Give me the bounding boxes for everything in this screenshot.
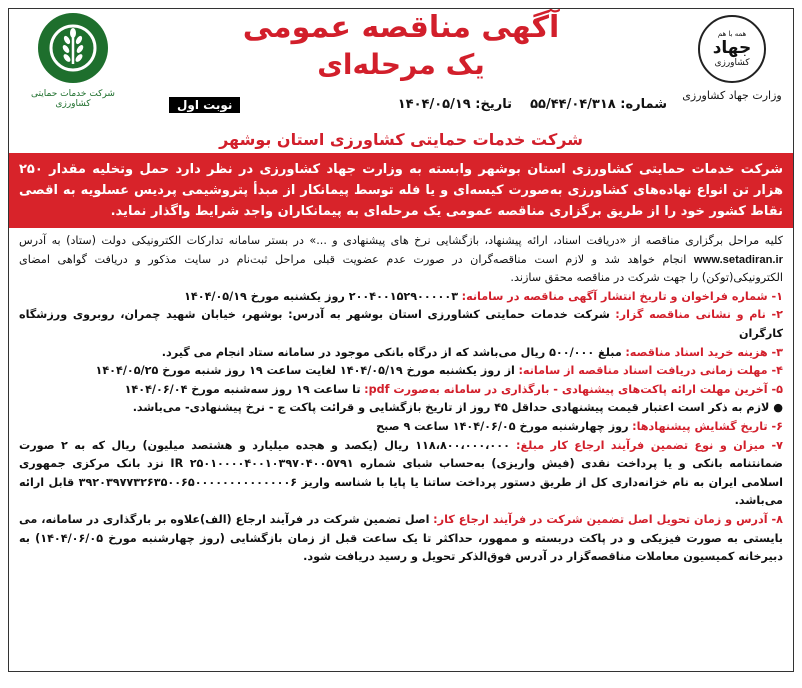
intro-part1: کلیه مراحل برگزاری مناقصه از «دریافت اسناد، ارائه پیشنهاد، بازگشایی نرخ های پیشنهادی و ...» در بستر سامانه تدارکات الکترونیکی دولت (ستاد) به آدرس <box>19 234 783 247</box>
ministry-logo-block <box>677 15 787 102</box>
intro-part2: انجام خواهد شد و لازم است مناقصه‌گران در صورت عدم عضویت قبلی مراحل ثبت‌نام در سایت مذکور و دریافت گواهی امضای الکترونیکی(توکن) را جهت شرکت در مناقصه محقق سازند. <box>19 252 783 285</box>
item-8-label: ۸- آدرس و زمان تحویل اصل تضمین شرکت در فرآیند ارجاع کار: <box>433 512 783 526</box>
summary-box: شرکت خدمات حمایتی کشاورزی استان بوشهر وابسته به وزارت جهاد کشاورزی در نظر دارد حمل وتخلیه مقدار ۲۵۰ هزار تن انواع نهاده‌های کشاورزی به‌صورت کیسه‌ای و یا فله توسط پیمانکار از مبدأ پتروشیمی پردیس عسلویه به اقصی نقاط کشور خود را از طریق برگزاری مناقصه عمومی یک مرحله‌ای به پیمانکاران واجد شرایط واگذار نماید. <box>9 153 793 228</box>
ministry-caption: وزارت جهاد کشاورزی <box>682 89 782 102</box>
item-2-text: شرکت خدمات حمایتی کشاورزی استان بوشهر به آدرس: بوشهر، خیابان شهید چمران، روبروی ورزشگاه کارگران <box>19 308 783 340</box>
tender-notice <box>8 8 794 672</box>
round-badge: نوبت اول <box>169 97 240 113</box>
notice-subtitle: یک مرحله‌ای <box>317 48 485 81</box>
item-5-label: ۵- آخرین مهلت ارائه پاکت‌های پیشنهادی - بارگذاری در سامانه به‌صورت pdf: <box>364 382 783 396</box>
item-3-label: ۳- هزینه خرید اسناد مناقصه: <box>625 345 783 359</box>
notice-body <box>9 228 793 567</box>
item-5-text: تا ساعت ۱۹ روز سه‌شنبه مورخ ۱۴۰۴/۰۶/۰۴ <box>124 382 361 396</box>
tender-number: شماره: ۵۵/۴۴/۰۴/۳۱۸ <box>530 97 667 112</box>
ministry-logo-top: همه با هم <box>717 30 747 38</box>
item-2 <box>19 306 783 343</box>
company-title: شرکت خدمات حمایتی کشاورزی استان بوشهر <box>219 130 583 149</box>
company-logo <box>38 13 108 83</box>
title-block <box>159 9 643 83</box>
item-2-label: ۲- نام و نشانی مناقصه گزار: <box>615 308 783 322</box>
validity-note: ● لازم به ذکر است اعتبار قیمت پیشنهادی حداقل ۴۵ روز از تاریخ بازگشایی و قرائت پاکت ج - نرخ پیشنهادی- می‌باشد. <box>132 401 783 415</box>
company-logo-caption: شرکت خدمات حمایتی کشاورزی <box>31 89 115 109</box>
notice-header <box>9 9 793 127</box>
item-7-label: ۷- میزان و نوع تضمین فرآیند ارجاع کار مبلغ: <box>516 438 784 452</box>
ministry-logo-main: جهاد <box>712 38 752 58</box>
item-6 <box>19 418 783 437</box>
tender-info-line <box>398 97 667 112</box>
item-1-text: ۲۰۰۴۰۰۱۵۲۹۰۰۰۰۰۳ روز یکشنبه مورخ ۱۴۰۴/۰۵/۱۹ <box>184 289 459 303</box>
item-4-label: ۴- مهلت زمانی دریافت اسناد مناقصه از سامانه: <box>518 364 783 378</box>
item-1-label: ۱- شماره فراخوان و تاریخ انتشار آگهی مناقصه در سامانه: <box>461 289 783 303</box>
item-1 <box>19 288 783 307</box>
item-7 <box>19 437 783 511</box>
item-4 <box>19 362 783 381</box>
tender-date: تاریخ: ۱۴۰۴/۰۵/۱۹ <box>397 97 512 112</box>
item-8 <box>19 511 783 567</box>
item-6-text: روز چهارشنبه مورخ ۱۴۰۴/۰۶/۰۵ ساعت ۹ صبح <box>376 419 629 433</box>
wheat-emblem-icon <box>47 22 99 74</box>
intro-paragraph <box>19 232 783 288</box>
setad-link[interactable]: www.setadiran.ir <box>693 253 783 266</box>
item-3 <box>19 344 783 363</box>
item-7-text: ۱۱۸،۸۰۰،۰۰۰،۰۰۰ ریال (یکصد و هجده میلیارد و هشتصد میلیون) ریال که به ۲ صورت ضمانتنامه بانکی و یا پرداخت نقدی (فیش واریزی) به‌حساب شبای شماره IR ۲۵۰۱۰۰۰۰۴۰۰۱۰۳۹۷۰۴۰۰۵۷۹۱ نزد بانک مرکزی جمهوری اسلامی ایران به نام خزانه‌داری کل از طریق دستور پرداخت ساتنا یا پایا با شناسه واریز ۳۹۲۰۳۹۷۷۳۲۶۳۵۰۰۶۵۰۰۰۰۰۰۰۰۰۰۰۰۰۰۶ قابل ارائه می‌باشد. <box>19 438 783 508</box>
item-4-text: از روز یکشنبه مورخ ۱۴۰۴/۰۵/۱۹ لغایت ساعت ۱۹ روز شنبه مورخ ۱۴۰۴/۰۵/۲۵ <box>95 364 515 378</box>
ministry-logo <box>698 15 766 83</box>
ministry-logo-sub: کشاورزی <box>714 58 750 68</box>
notice-title: آگهی مناقصه عمومی <box>242 10 560 45</box>
item-6-label: ۶- تاریخ گشایش پیشنهادها: <box>632 419 783 433</box>
company-logo-block <box>23 13 123 109</box>
item-5 <box>19 381 783 400</box>
item-8-text: اصل تضمین شرکت در فرآیند ارجاع (الف)علاوه بر بارگذاری در سامانه، می بایستی به صورت فیزیکی و در پاکت دربسته و ممهور، حداکثر تا یک ساعت قبل از زمان بازگشایی (روز چهارشنبه مورخ ۱۴۰۴/۰۶/۰۵) به دبیرخانه کمیسیون معاملات مناقصه‌گزار در آدرس فوق‌الذکر تحویل و رسید دریافت شود. <box>19 512 783 564</box>
item-3-text: مبلغ ۵۰۰/۰۰۰ ریال می‌باشد که از درگاه بانکی موجود در سامانه ستاد انجام می گیرد. <box>161 345 622 359</box>
